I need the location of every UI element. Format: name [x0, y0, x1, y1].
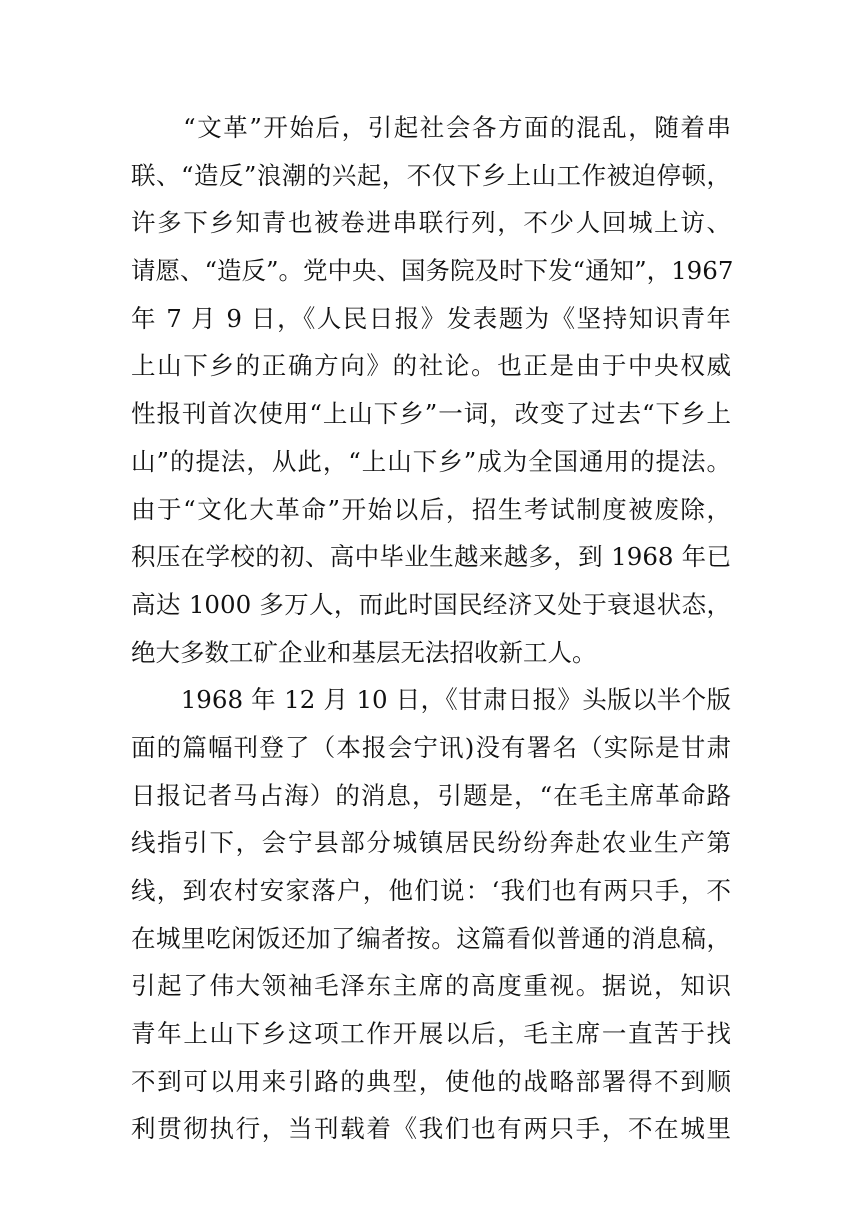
text-line: 高达 1000 多万人，而此时国民经济又处于衰退状态，: [131, 589, 731, 619]
text-line: 联、“造反”浪潮的兴起，不仅下乡上山工作被迫停顿，: [131, 160, 731, 190]
paragraph-2: [131, 676, 731, 1153]
text-line: 线，到农村安家落户，他们说：‘我们也有两只手，不: [131, 876, 731, 905]
text-line: 积压在学校的初、高中毕业生越来越多，到 1968 年已: [131, 542, 731, 572]
text-line: 山”的提法，从此，“上山下乡”成为全国通用的提法。: [131, 446, 731, 476]
text-line: 请愿、“造反”。党中央、国务院及时下发“通知”，1967: [131, 256, 734, 286]
text-line: 面的篇幅刊登了（本报会宁讯)没有署名（实际是甘肃: [131, 732, 731, 762]
text-line: 上山下乡的正确方向》的社论。也正是由于中央权威: [131, 351, 731, 381]
text-line: 不到可以用来引路的典型，使他的战略部署得不到顺: [131, 1066, 731, 1096]
document-page: [131, 104, 734, 1153]
text-line: “文革”开始后，引起社会各方面的混乱，随着串: [131, 113, 731, 142]
paragraph-1: [131, 104, 734, 676]
text-line: 1968 年 12 月 10 日，《甘肃日报》头版以半个版: [131, 685, 731, 715]
text-line: 引起了伟大领袖毛泽东主席的高度重视。据说，知识: [131, 971, 731, 1001]
text-line: 由于“文化大革命”开始以后，招生考试制度被废除，: [131, 494, 731, 524]
text-line: 线指引下，会宁县部分城镇居民纷纷奔赴农业生产第: [131, 828, 731, 858]
text-line: 许多下乡知青也被卷进串联行列，不少人回城上访、: [131, 208, 731, 238]
text-line: 性报刊首次使用“上山下乡”一词，改变了过去“下乡上: [131, 399, 731, 429]
text-line: 青年上山下乡这项工作开展以后，毛主席一直苦于找: [131, 1019, 731, 1049]
text-line: 日报记者马占海）的消息，引题是，“在毛主席革命路: [131, 780, 731, 810]
text-line: 绝大多数工矿企业和基层无法招收新工人。: [131, 637, 597, 667]
text-line: 年 7 月 9 日，《人民日报》发表题为《坚持知识青年: [131, 303, 731, 333]
text-line: 利贯彻执行，当刊载着《我们也有两只手，不在城里: [131, 1114, 731, 1144]
text-line: 在城里吃闲饭还加了编者按。这篇看似普通的消息稿，: [131, 923, 731, 953]
